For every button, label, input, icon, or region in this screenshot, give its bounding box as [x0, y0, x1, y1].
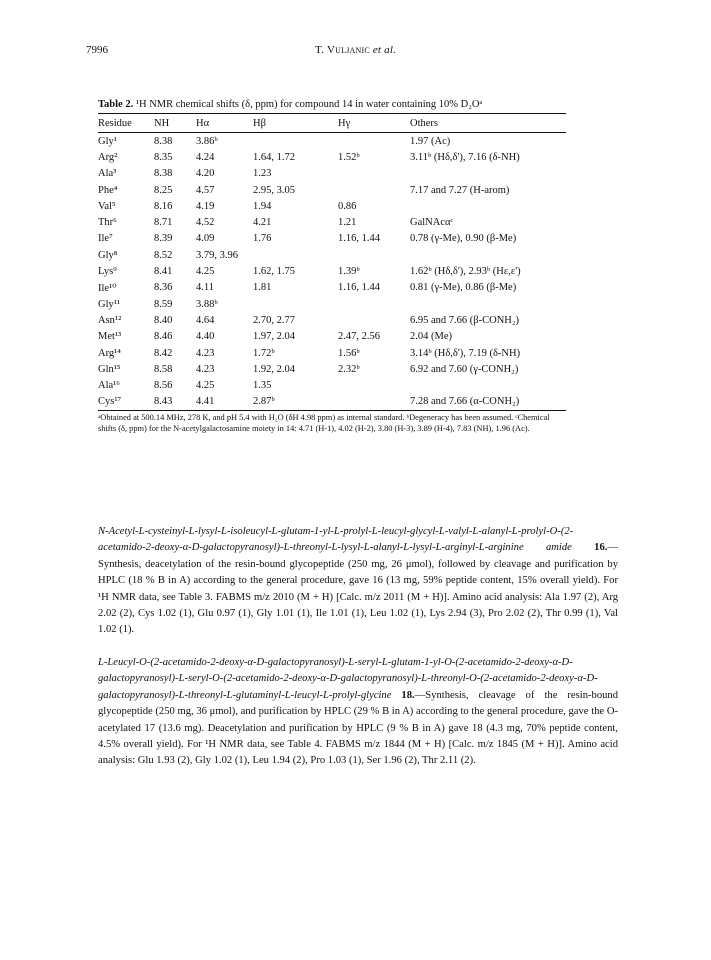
cell-residue: Gly¹: [98, 135, 117, 147]
cell-others: 0.81 (γ-Me), 0.86 (β-Me): [410, 282, 517, 294]
cell-h-beta: 1.62, 1.75: [253, 266, 295, 278]
compound-name-18: L-Leucyl-O-(2-acetamido-2-deoxy-α-D-galactopyranosyl)-L-seryl-L-glutam-1-yl-O-(2-acetamido-2-deoxy-α-D-galactopyranosyl)-L-seryl-O-(2-acetamido-2-deoxy-α-D-galactopyranosyl)-L-threonyl-O-(2-acetamido-2-deoxy-α-D-galactopyranosyl)-L-threonyl-L-glutaminyl-L-leucyl-L-prolyl-glycine: [98, 657, 598, 701]
table-row: [98, 231, 566, 247]
cell-nh: 8.36: [154, 282, 173, 294]
cell-h-gamma: 1.16, 1.44: [338, 233, 380, 245]
cell-h-alpha: 4.25: [196, 380, 215, 392]
cell-nh: 8.58: [154, 363, 173, 375]
cell-nh: 8.35: [154, 151, 173, 163]
cell-nh: 8.40: [154, 314, 173, 326]
cell-residue: Gly¹¹: [98, 298, 121, 310]
cell-residue: Ile⁷: [98, 233, 113, 245]
cell-h-gamma: 2.32ᵇ: [338, 363, 360, 375]
cell-h-gamma: [338, 133, 410, 150]
table-row: [98, 312, 566, 328]
table-header-row: [98, 114, 566, 133]
cell-h-beta: 2.70, 2.77: [253, 314, 295, 326]
table-row: [98, 133, 566, 150]
cell-h-alpha: 3.79, 3.96: [196, 249, 238, 261]
cell-nh: 8.16: [154, 200, 173, 212]
cell-h-alpha: 4.57: [196, 184, 215, 196]
table-row: [98, 394, 566, 411]
nmr-shift-table: [98, 113, 566, 411]
cell-h-gamma: [338, 182, 410, 198]
cell-others: 1.62ᵇ (Hδ,δ'), 2.93ᵇ (Hε,ε'): [410, 266, 521, 278]
cell-h-beta: 2.95, 3.05: [253, 184, 295, 196]
table-row: [98, 345, 566, 361]
nmr-table-block: [98, 99, 566, 434]
cell-others: [410, 296, 566, 312]
column-header-h-gamma: Hγ: [338, 117, 351, 129]
cell-nh: 8.38: [154, 135, 173, 147]
cell-h-gamma: 2.47, 2.56: [338, 331, 380, 343]
cell-others: 0.78 (γ-Me), 0.90 (β-Me): [410, 233, 517, 245]
cell-others: GalNAcαᶜ: [410, 217, 454, 229]
running-head-author: Vuljanic: [326, 44, 370, 56]
table-row: [98, 263, 566, 279]
cell-nh: 8.42: [154, 347, 173, 359]
cell-h-gamma: [338, 166, 410, 182]
table-row: [98, 182, 566, 198]
cell-h-gamma: [338, 377, 410, 393]
cell-h-alpha: 3.88ᵇ: [196, 298, 218, 310]
cell-others: [410, 247, 566, 263]
running-head: [0, 44, 711, 56]
cell-h-alpha: 4.64: [196, 314, 215, 326]
cell-h-alpha: 4.11: [196, 282, 214, 294]
table-row: [98, 247, 566, 263]
cell-h-beta: 1.35: [253, 380, 272, 392]
cell-h-beta: 1.72ᵇ: [253, 347, 275, 359]
column-header-residue: Residue: [98, 117, 132, 129]
cell-h-gamma: [338, 312, 410, 328]
cell-residue: Arg²: [98, 151, 118, 163]
cell-nh: 8.52: [154, 249, 173, 261]
cell-residue: Ala¹⁶: [98, 380, 120, 392]
cell-others: [410, 166, 566, 182]
table-body: [98, 133, 566, 411]
table-footnote: ᵃObtained at 500.14 MHz, 278 K, and pH 5.4 with H₂O (δH 4.98 ppm) as internal standard. ᵇDegeneracy has been assumed. ᶜChemical shifts (δ, ppm) for the N-acetylgalactosamine moiety in 14: 4.71 (H-1), 4.02 (H-2), 3.80 (H-3), 3.89 (H-4), 7.83 (NH), 1.96 (Ac).: [98, 413, 550, 433]
cell-residue: Arg¹⁴: [98, 347, 121, 359]
cell-nh: 8.25: [154, 184, 173, 196]
cell-others: 7.28 and 7.66 (α-CONH₂): [410, 396, 520, 408]
cell-h-beta: 1.64, 1.72: [253, 151, 295, 163]
cell-h-gamma: 1.16, 1.44: [338, 282, 380, 294]
table-row: [98, 214, 566, 230]
cell-h-gamma: [338, 296, 410, 312]
cell-nh: 8.59: [154, 298, 173, 310]
cell-others: [410, 377, 566, 393]
compound-name-16: N-Acetyl-L-cysteinyl-L-lysyl-L-isoleucyl-L-glutam-1-yl-L-prolyl-L-leucyl-glycyl-L-valyl-L-alanyl-L-prolyl-O-(2-acetamido-2-deoxy-α-D-galactopyranosyl)-L-threonyl-L-lysyl-L-alanyl-L-lysyl-L-arginyl-L-arginine amide: [98, 526, 574, 554]
cell-h-alpha: 4.24: [196, 151, 215, 163]
cell-h-beta: 1.92, 2.04: [253, 363, 295, 375]
page-number: 7996: [86, 44, 108, 56]
cell-others: 3.11ᵇ (Hδ,δ'), 7.16 (δ-NH): [410, 151, 520, 163]
cell-nh: 8.38: [154, 168, 173, 180]
cell-others: 6.95 and 7.66 (β-CONH₂): [410, 314, 520, 326]
cell-h-alpha: 4.52: [196, 217, 215, 229]
table-row: [98, 166, 566, 182]
cell-h-gamma: 0.86: [338, 200, 357, 212]
column-header-h-alpha: Hα: [196, 117, 210, 129]
cell-residue: Asn¹²: [98, 314, 122, 326]
table-row: [98, 198, 566, 214]
table-row: [98, 149, 566, 165]
table-caption: [98, 99, 566, 110]
table-row: [98, 329, 566, 345]
cell-h-alpha: 4.23: [196, 347, 215, 359]
cell-h-beta: [253, 296, 338, 312]
paragraph-body-16: —Synthesis, deacetylation of the resin-bound glycopeptide (250 mg, 26 μmol), followed by cleavage and purification by HPLC (18 % B in A) according to the general procedure, gave 16 (13 mg, 59% peptide content, 15% overall yield). For ¹H NMR data, see Table 3. FABMS m/z 2010 (M + H) [Calc. m/z 2011 (M + H)]. Amino acid analysis: Ala 1.97 (2), Arg 2.02 (2), Cys 1.02 (1), Glu 0.97 (1), Gly 1.01 (1), Ile 1.01 (1), Leu 1.02 (1), Lys 2.94 (3), Pro 2.02 (2), Thr 0.99 (1), Val 1.02 (1).: [98, 542, 619, 636]
cell-others: 1.97 (Ac): [410, 135, 451, 147]
cell-h-beta: [253, 247, 338, 263]
cell-others: 7.17 and 7.27 (H-arom): [410, 184, 510, 196]
experimental-paragraph-18: [98, 655, 618, 770]
table-row: [98, 280, 566, 296]
paragraph-body-18: —Synthesis, cleavage of the resin-bound glycopeptide (250 mg, 36 μmol), and purification by HPLC (29 % B in A) according to the general procedure, gave the O-acetylated 17 (13.6 mg). Deacetylation and purification by HPLC (9 % B in A) gave 18 (4.3 mg, 70% peptide content, 4.5% overall yield). For ¹H NMR data, see Table 4. FABMS m/z 1844 (M + H) [Calc. m/z 1845 (M + H)]. Amino acid analysis: Glu 1.93 (2), Gly 1.02 (1), Leu 1.94 (2), Pro 1.03 (1), Ser 1.96 (2), Thr 2.11 (2).: [98, 689, 619, 767]
cell-residue: Ile¹⁰: [98, 282, 117, 294]
cell-residue: Cys¹⁷: [98, 396, 122, 408]
cell-h-gamma: [338, 247, 410, 263]
cell-h-alpha: 4.41: [196, 396, 215, 408]
compound-number-18: 18.: [391, 689, 415, 701]
cell-h-alpha: 4.09: [196, 233, 215, 245]
table-caption-text: ¹H NMR chemical shifts (δ, ppm) for compound 14 in water containing 10% D₂Oᵃ: [135, 99, 483, 110]
cell-h-beta: 1.23: [253, 168, 272, 180]
cell-nh: 8.46: [154, 331, 173, 343]
cell-nh: 8.43: [154, 396, 173, 408]
cell-residue: Phe⁴: [98, 184, 118, 196]
cell-h-alpha: 4.23: [196, 363, 215, 375]
cell-h-alpha: 4.40: [196, 331, 215, 343]
cell-others: [410, 198, 566, 214]
cell-nh: 8.56: [154, 380, 173, 392]
cell-h-beta: 1.94: [253, 200, 272, 212]
cell-h-alpha: 4.20: [196, 168, 215, 180]
table-row: [98, 361, 566, 377]
column-header-nh: NH: [154, 117, 170, 129]
table-row: [98, 296, 566, 312]
cell-h-beta: 1.97, 2.04: [253, 331, 295, 343]
cell-nh: 8.39: [154, 233, 173, 245]
cell-h-gamma: 1.21: [338, 217, 357, 229]
cell-residue: Ala³: [98, 168, 117, 180]
running-head-prefix: T.: [314, 44, 327, 56]
cell-h-alpha: 4.25: [196, 266, 215, 278]
compound-number-16: 16.: [571, 542, 608, 554]
experimental-paragraph-16: [98, 524, 618, 639]
cell-residue: Gln¹⁵: [98, 363, 121, 375]
cell-h-gamma: [338, 394, 410, 411]
cell-h-gamma: 1.52ᵇ: [338, 151, 360, 163]
cell-residue: Val⁵: [98, 200, 116, 212]
cell-h-beta: [253, 133, 338, 150]
cell-others: 6.92 and 7.60 (γ-CONH₂): [410, 363, 519, 375]
cell-residue: Lys⁹: [98, 266, 117, 278]
cell-h-alpha: 3.86ᵇ: [196, 135, 218, 147]
cell-residue: Thr⁶: [98, 217, 117, 229]
cell-others: 3.14ᵇ (Hδ,δ'), 7.19 (δ-NH): [410, 347, 521, 359]
running-head-etal: et al.: [369, 44, 397, 56]
cell-h-beta: 4.21: [253, 217, 272, 229]
cell-nh: 8.41: [154, 266, 173, 278]
cell-nh: 8.71: [154, 217, 173, 229]
column-header-h-beta: Hβ: [253, 117, 266, 129]
cell-h-gamma: 1.39ᵇ: [338, 266, 360, 278]
table-label: Table 2.: [98, 99, 134, 110]
cell-residue: Met¹³: [98, 331, 122, 343]
cell-h-beta: 1.76: [253, 233, 272, 245]
cell-h-beta: 1.81: [253, 282, 272, 294]
cell-others: 2.04 (Me): [410, 331, 452, 343]
cell-h-beta: 2.87ᵇ: [253, 396, 275, 408]
table-row: [98, 377, 566, 393]
cell-residue: Gly⁸: [98, 249, 118, 261]
cell-h-gamma: 1.56ᵇ: [338, 347, 360, 359]
cell-h-alpha: 4.19: [196, 200, 215, 212]
column-header-others: Others: [410, 117, 438, 129]
